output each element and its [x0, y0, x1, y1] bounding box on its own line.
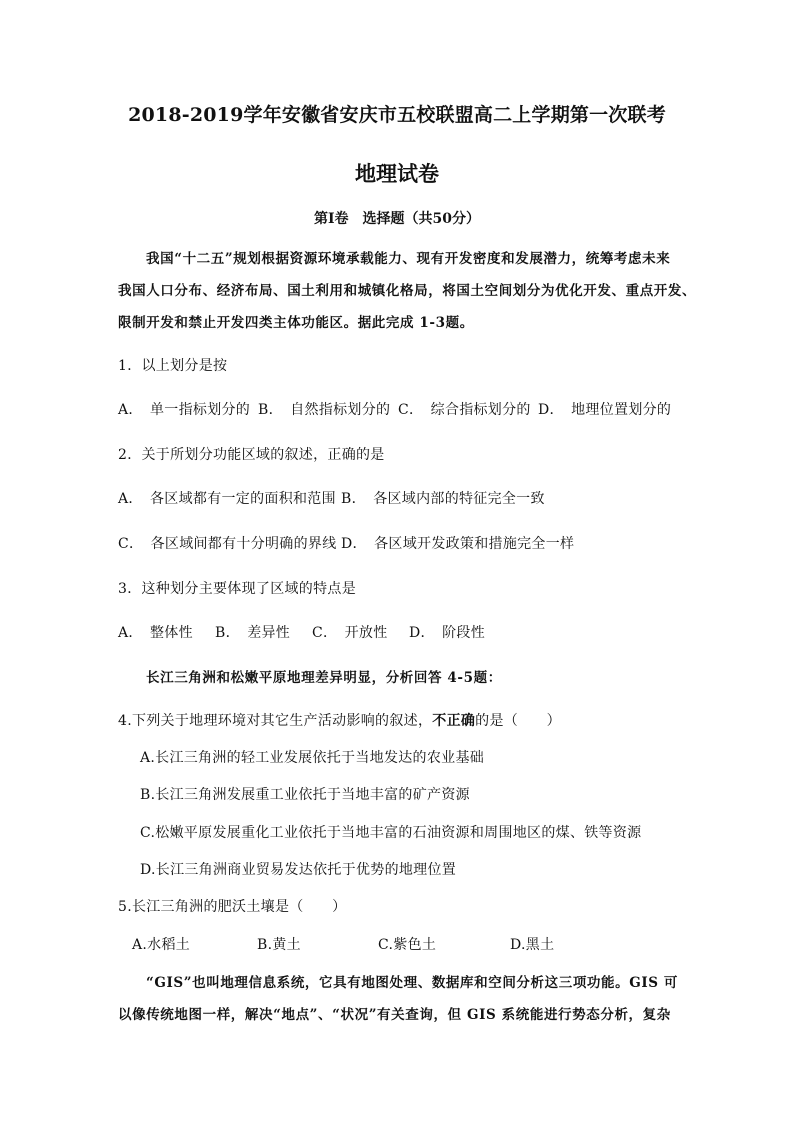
option-a[interactable]: A． 各区域都有一定的面积和范围 [118, 491, 336, 507]
option-row [118, 536, 574, 553]
passage-line: 限制开发和禁止开发四类主体功能区。据此完成 1-3题。 [118, 315, 474, 331]
option-b[interactable]: B.长江三角洲发展重工业依托于当地丰富的矿产资源 [140, 787, 470, 803]
option-c[interactable]: C． 各区域间都有十分明确的界线 [118, 536, 337, 552]
option-a[interactable]: A.长江三角洲的轻工业发展依托于当地发达的农业基础 [140, 750, 485, 766]
option-c[interactable]: C． 综合指标划分的 [398, 402, 531, 418]
option-d[interactable]: D． 阶段性 [409, 625, 486, 641]
option-d[interactable]: D． 各区域开发政策和措施完全一样 [341, 536, 575, 552]
question-stem: 1．以上划分是按 [118, 358, 228, 374]
option-c[interactable]: C.紫色土 [378, 937, 437, 953]
option-row [118, 625, 485, 642]
passage-line: 我国“十二五”规划根据资源环境承载能力、现有开发密度和发展潜力，统筹考虑未来 [146, 251, 671, 267]
option-c[interactable]: C.松嫩平原发展重化工业依托于当地丰富的石油资源和周围地区的煤、铁等资源 [140, 825, 642, 841]
option-d[interactable]: D.黑土 [510, 937, 555, 953]
option-row [118, 402, 671, 419]
option-b[interactable]: B． 各区域内部的特征完全一致 [341, 491, 545, 507]
exam-title: 2018-2019学年安徽省安庆市五校联盟高二上学期第一次联考 [128, 104, 666, 126]
section-heading: 第Ⅰ卷 选择题（共50分） [313, 211, 481, 227]
question-stem-emphasis: 不正确 [432, 713, 476, 729]
option-a[interactable]: A． 整体性 [118, 625, 193, 641]
option-b[interactable]: B.黄土 [257, 937, 301, 953]
option-row [132, 937, 554, 954]
option-a[interactable]: A.水稻土 [132, 937, 191, 953]
option-b[interactable]: B． 自然指标划分的 [258, 402, 391, 418]
option-d[interactable]: D． 地理位置划分的 [538, 402, 672, 418]
question-stem-prefix: 4.下列关于地理环境对其它生产活动影响的叙述， [118, 713, 433, 729]
question-stem: 5.长江三角洲的肥沃土壤是（ ） [118, 899, 347, 915]
question-stem-suffix: 的是（ ） [475, 713, 561, 729]
passage-2: 长江三角洲和松嫩平原地理差异明显，分析回答 4-5题： [146, 670, 502, 686]
question-stem [118, 713, 561, 730]
option-a[interactable]: A． 单一指标划分的 [118, 402, 251, 418]
passage-line: 以像传统地图一样，解决“地点”、“状况”有关查询，但 GIS 系统能进行势态分析，复杂 [118, 1007, 671, 1023]
passage-line: 我国人口分布、经济布局、国土利用和城镇化格局，将国土空间划分为优化开发、重点开发、 [118, 283, 697, 299]
option-b[interactable]: B． 差异性 [215, 625, 291, 641]
option-c[interactable]: C． 开放性 [312, 625, 388, 641]
passage-line: “GIS”也叫地理信息系统，它具有地图处理、数据库和空间分析这三项功能。GIS 可 [146, 975, 679, 991]
question-stem: 3．这种划分主要体现了区域的特点是 [118, 581, 357, 597]
option-d[interactable]: D.长江三角洲商业贸易发达依托于优势的地理位置 [140, 862, 457, 878]
question-stem: 2．关于所划分功能区域的叙述，正确的是 [118, 447, 385, 463]
exam-subject: 地理试卷 [355, 161, 439, 186]
option-row [118, 491, 545, 508]
